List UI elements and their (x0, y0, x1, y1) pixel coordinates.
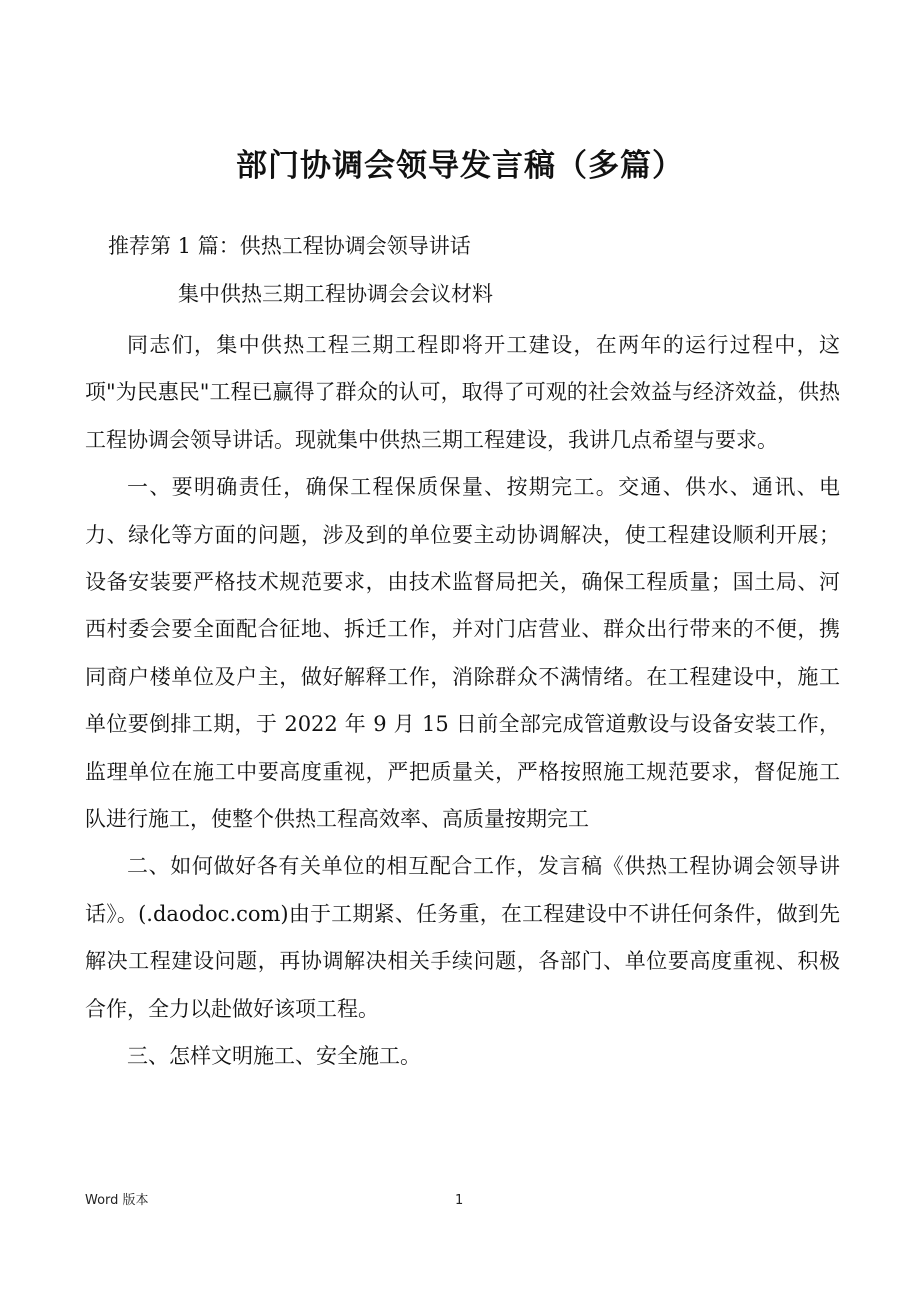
document-body (85, 322, 840, 1081)
section-heading: 集中供热三期工程协调会会议材料 (178, 282, 493, 306)
footer-label: Word 版本 (85, 1193, 149, 1208)
article-subtitle: 推荐第 1 篇：供热工程协调会领导讲话 (108, 234, 471, 258)
paragraph: 同志们，集中供热工程三期工程即将开工建设，在两年的运行过程中，这项"为民惠民"工程已赢得了群众的认可，取得了可观的社会效益与经济效益，供热工程协调会领导讲话。现就集中供热三期工程建设，我讲几点希望与要求。 (85, 333, 840, 452)
paragraph: 一、要明确责任，确保工程保质保量、按期完工。交通、供水、通讯、电力、绿化等方面的问题，涉及到的单位要主动协调解决，使工程建设顺利开展；设备安装要严格技术规范要求，由技术监督局把关，确保工程质量；国土局、河西村委会要全面配合征地、拆迁工作，并对门店营业、群众出行带来的不便，携同商户楼单位及户主，做好解释工作，消除群众不满情绪。在工程建设中，施工单位要倒排工期，于 2022 年 9 月 15 日前全部完成管道敷设与设备安装工作，监理单位在施工中要高度重视，严把质量关，严格按照施工规范要求，督促施工队进行施工，使整个供热工程高效率、高质量按期完工 (85, 475, 840, 832)
paragraph: 三、怎样文明施工、安全施工。 (127, 1044, 421, 1069)
paragraph: 二、如何做好各有关单位的相互配合工作，发言稿《供热工程协调会领导讲话》。(.daodoc.com)由于工期紧、任务重，在工程建设中不讲任何条件，做到先解决工程建设问题，再协调解决相关手续问题，各部门、单位要高度重视、积极合作，全力以赴做好该项工程。 (85, 854, 840, 1021)
page-number: 1 (455, 1193, 464, 1208)
document-title: 部门协调会领导发言稿（多篇） (236, 148, 684, 184)
